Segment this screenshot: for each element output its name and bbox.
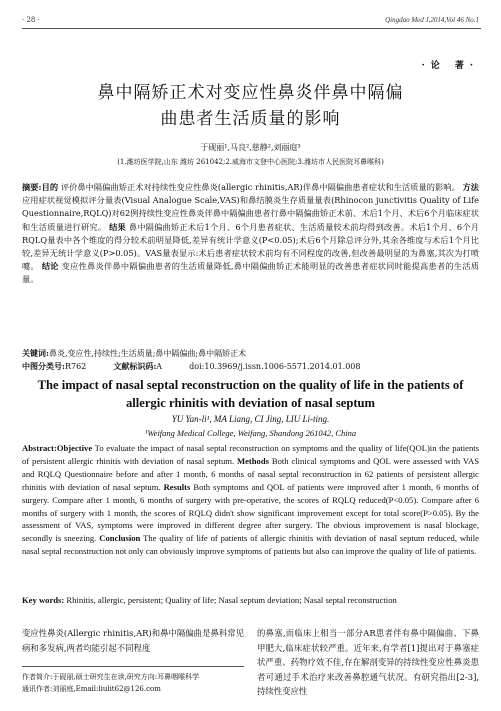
footnote-author-intro: 作者简介:于砚丽,硕士研究生在读,研究方向:耳鼻咽喉科学 — [22, 673, 200, 681]
journal-info: Qingdao Med J,2014,Vol 46 No.1 — [385, 16, 479, 24]
clc-value: R762 — [64, 362, 87, 371]
abstract-en — [22, 442, 479, 558]
keywords-cn — [22, 347, 479, 360]
classification-line — [22, 360, 479, 373]
keywords-en — [22, 594, 479, 607]
authors-en: YU Yan-li¹, MA Liang, CI Jing, LIU Li-ting. — [171, 414, 330, 424]
authors-cn: 于砚丽¹,马良²,慈静²,刘丽庭³ — [200, 143, 301, 152]
conclusion-text-cn: 变应性鼻炎伴鼻中隔偏曲患者的生活质量降低,鼻中隔偏曲矫正术能明显的改善患者症状同时能提高患者的生活质量。 — [22, 261, 479, 285]
conclusion-text-en: The quality of life of patients of allergic rhinitis with deviation of nasal septum reduced, while nasal septal reconstruction not only can obviously improve symptoms of patients but also can improve the quality of life of patients. — [22, 533, 479, 557]
conclusion-label-cn: 结论 — [41, 261, 59, 272]
keywords-label-cn: 关键词: — [22, 348, 49, 358]
objective-text-cn: 评价鼻中隔偏曲矫正术对持续性变应性鼻炎(allergic rhinitis,AR)伴鼻中隔偏曲患者症状和生活质量的影响。 — [60, 182, 460, 192]
abstract-en-label: Abstract: — [22, 443, 57, 453]
abstract-cn-label: 摘要: — [22, 182, 42, 192]
methods-text-en: Both clinical symptoms and QOL were assessed with VAS and RQLQ Questionnaire before and after 1 month, 6 months of nasal septal reconstruction in 62 patients of persistent allergic rhinitis with deviation of nasal septum. — [22, 455, 479, 492]
objective-label-cn: 目的 — [41, 182, 59, 192]
page-number: · 28 · — [22, 16, 40, 24]
results-label-en: Results — [163, 481, 191, 492]
keywords-text-cn: 鼻炎,变应性,持续性;生活质量;鼻中隔偏曲;鼻中隔矫正术 — [48, 349, 247, 358]
results-label-cn: 结果 — [109, 221, 126, 232]
body-column-right: 的鼻塞,而临床上相当一部分AR患者伴有鼻中隔偏曲、下鼻甲肥大,临床症状较严重。近年来,有学者[1]提出对于鼻塞症状严重、药物疗效不佳,存在解剖变异的持续性变应性鼻炎患者可通过手术治疗来改善鼻腔通气状况。有研究指出[2-3],持续性变应性 — [257, 628, 479, 697]
methods-text-cn: 应用症状视觉模拟评分量表(Visual Analogue Scale,VAS)和鼻结膜炎生存质量量表(Rhinocon junctivitis Quality of Life Questionnaire,RQLQ)对62例持续性变应性鼻炎伴鼻中隔偏曲患者行鼻中隔偏曲矫正术前、术后1个月、术后6个月临床症状和生活质量进行研究。 — [22, 195, 479, 232]
keywords-text-en: Rhinitis, allergic, persistent; Quality of life; Nasal septum deviation; Nasal septal reconstruction — [66, 595, 397, 605]
conclusion-label-en: Conclusion — [99, 533, 141, 544]
results-text-cn: 鼻中隔偏曲矫正术后1个月、6个月患者症状、生活质量较术前均得到改善。术后1个月、6个月RQLQ量表中各个维度的得分较术前明显降低,差异有统计学意义(P<0.05);术后6个月除总评分外,其余各维度与术后1个月比较,差异无统计学意义(P>0.05)。VAS量表显示:术后患者症状较术前均有不同程度的改善,但改善最明显的为鼻塞,其次为打喷嚏。 — [22, 221, 479, 272]
title-cn: 鼻中隔矫正术对变应性鼻炎伴鼻中隔偏曲患者生活质量的影响 — [97, 83, 404, 129]
title-en: The impact of nasal septal reconstruction on the quality of life in the patients of allergic rhinitis with deviation of nasal septum — [37, 378, 464, 410]
doc-code-value: A — [156, 362, 163, 371]
affiliation-en: ¹Weifang Medical College, Weifang, Shandong 261042, China — [144, 428, 357, 438]
doi: doi:10.3969/j.issn.1006-5571.2014.01.008 — [189, 362, 361, 371]
affiliations-cn: (1.潍坊医学院,山东 潍坊 261042;2.威海市文登中心医院;3.潍坊市人民医院耳鼻喉科) — [117, 158, 384, 166]
objective-label-en: Objective — [56, 443, 93, 453]
footnote-contact: 通讯作者:刘丽庭,Email:liulit62@126.com — [22, 685, 161, 693]
clc-label: 中图分类号: — [22, 361, 65, 371]
body-column-left: 变应性鼻炎(Allergic rhinitis,AR)和鼻中隔偏曲是鼻科常见病和多发病,两者均能引起不同程度 — [22, 628, 244, 653]
section-label: ·论 著· — [421, 61, 479, 71]
objective-text-en: To evaluate the impact of nasal septal reconstruction on symptoms and the quality of life(QOL)in the patients of persistent allergic rhinitis with deviation of nasal septum. — [22, 443, 480, 466]
abstract-cn — [22, 181, 479, 287]
doc-code-label: 文献标识码: — [113, 361, 157, 371]
methods-label-en: Methods — [236, 455, 269, 466]
keywords-label-en: Key words: — [22, 595, 65, 605]
header-rule — [22, 28, 481, 29]
footnote-rule — [22, 666, 244, 667]
methods-label-cn: 方法 — [462, 182, 479, 192]
results-text-en: Both symptoms and QOL of patients were improved after 1 month, 6 months of surgery. Compare after 1 month, 6 months of surgery with pre-operative, the scores of RQLQ reduced(P<0.05). Compare after 6 months of surgery with 1 month, the scores of RQLQ didn't show significant improvement except for total score(P>0.05). By the assessment of VAS, symptoms were improved in different degree after surgery. The obvious improvement is nasal blockage, secondly is sneezing. — [22, 481, 479, 544]
